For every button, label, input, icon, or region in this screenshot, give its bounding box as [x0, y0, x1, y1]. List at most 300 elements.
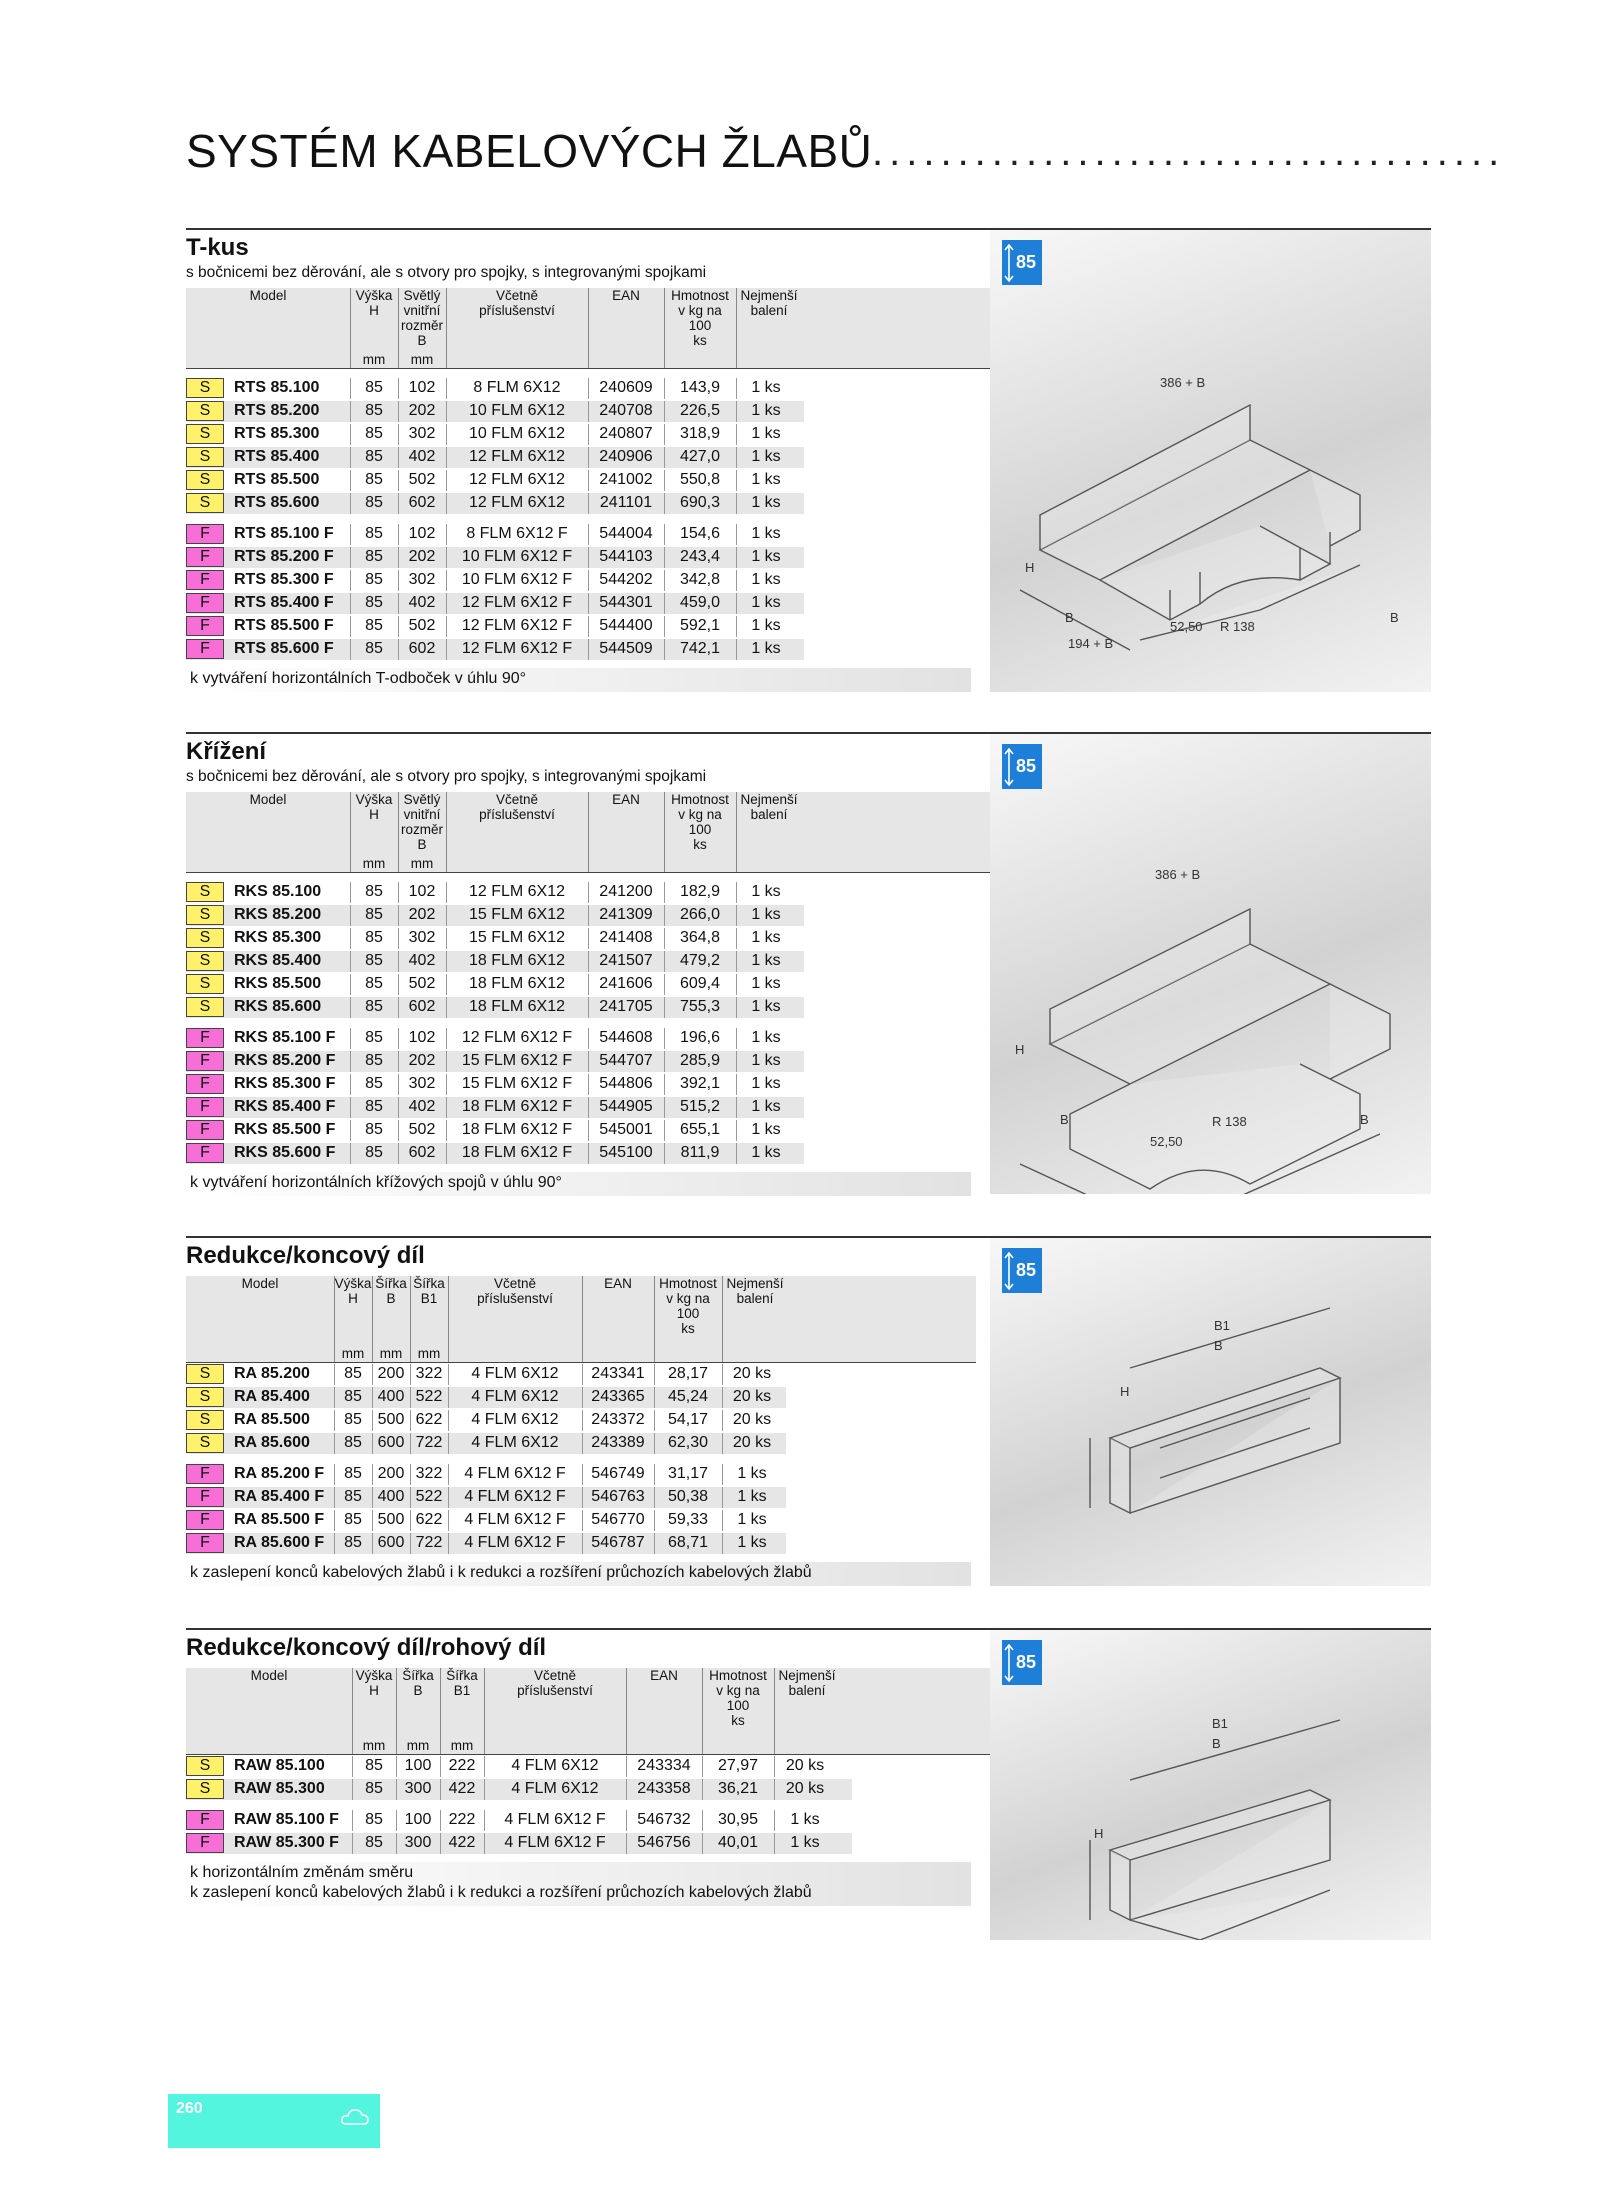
table-cell: 12 FLM 6X12 — [468, 494, 566, 511]
column-header — [440, 1668, 484, 1698]
table-cell: 85 — [365, 471, 383, 488]
table-cell: 12 FLM 6X12 F — [461, 594, 573, 611]
table-cell: 85 — [344, 1465, 362, 1482]
table-cell: 364,8 — [679, 929, 721, 946]
table-cell: 4 FLM 6X12 F — [464, 1534, 566, 1551]
table-cell: 4 FLM 6X12 F — [504, 1811, 606, 1828]
badge-label: 85 — [1016, 756, 1037, 776]
table-row — [186, 882, 804, 903]
table-row — [186, 1833, 852, 1854]
table-cell: 200 — [377, 1365, 405, 1382]
table-cell: 18 FLM 6X12 F — [461, 1144, 573, 1161]
table-cell: 241309 — [599, 906, 653, 923]
column-header-line: Hmotnost — [709, 1668, 767, 1683]
table-row — [186, 1074, 804, 1095]
table-cell: 85 — [365, 883, 383, 900]
table-header — [186, 792, 994, 872]
section-note: k vytváření horizontálních křížových spojů v úhlu 90° — [190, 1174, 562, 1191]
table-cell: 1 ks — [751, 425, 781, 442]
table-cell: 544905 — [599, 1098, 653, 1115]
table-cell: 85 — [344, 1388, 362, 1405]
table-cell: 85 — [365, 379, 383, 396]
column-header-line: Výška — [355, 1668, 393, 1683]
product-drawing — [990, 734, 1431, 1194]
table-row — [186, 493, 804, 514]
table-cell: 1 ks — [751, 883, 781, 900]
table-cell: 392,1 — [679, 1075, 721, 1092]
table-cell: 546770 — [591, 1511, 645, 1528]
table-cell: 182,9 — [679, 883, 721, 900]
table-row — [186, 1364, 786, 1385]
table-cell: 15 FLM 6X12 — [468, 929, 566, 946]
corner-drawing — [990, 1630, 1431, 1940]
column-header-line: Nejmenší — [740, 288, 798, 303]
dimension-label: R 138 — [1220, 619, 1255, 634]
type-badge: S — [186, 378, 224, 398]
table-cell: 342,8 — [679, 571, 721, 588]
section-note: k zaslepení konců kabelových žlabů i k redukci a rozšíření průchozích kabelových žlabů — [190, 1564, 812, 1581]
table-cell: 241606 — [599, 975, 653, 992]
column-header-line: B — [386, 1291, 396, 1306]
column-header-line: v kg na — [666, 1291, 710, 1306]
type-badge: F — [186, 1097, 224, 1117]
dimension-label: 52,50 — [1170, 619, 1203, 634]
table-cell: 20 ks — [732, 1411, 772, 1428]
column-header-line: Model — [241, 1276, 279, 1291]
page-title: SYSTÉM KABELOVÝCH ŽLABŮ — [186, 125, 873, 177]
table-cell: 1 ks — [751, 494, 781, 511]
table-cell: 18 FLM 6X12 F — [461, 1121, 573, 1138]
table-cell: 28,17 — [667, 1365, 709, 1382]
table-cell: 1 ks — [751, 379, 781, 396]
table-cell: 546732 — [637, 1811, 691, 1828]
model-cell: RKS 85.100 F — [234, 1029, 336, 1046]
table-cell: 40,01 — [717, 1834, 759, 1851]
model-cell: RKS 85.100 — [234, 883, 322, 900]
model-cell: RTS 85.100 — [234, 379, 320, 396]
section-title: Redukce/koncový díl/rohový díl — [186, 1634, 547, 1661]
table-cell: 85 — [365, 1075, 383, 1092]
model-cell: RTS 85.500 F — [234, 617, 334, 634]
table-cell: 10 FLM 6X12 — [468, 402, 566, 419]
table-row — [186, 928, 804, 949]
column-header — [774, 1668, 840, 1698]
table-cell: 222 — [448, 1757, 476, 1774]
header-rule — [186, 1362, 976, 1363]
model-cell: RAW 85.100 — [234, 1757, 325, 1774]
table-row — [186, 470, 804, 491]
dimension-label: H — [1120, 1384, 1130, 1399]
type-badge: S — [186, 1779, 224, 1799]
type-badge: F — [186, 1120, 224, 1140]
model-cell: RTS 85.200 F — [234, 548, 334, 565]
table-cell: 30,95 — [717, 1811, 759, 1828]
model-cell: RTS 85.400 F — [234, 594, 334, 611]
table-cell: 154,6 — [679, 525, 721, 542]
table-cell: 85 — [344, 1488, 362, 1505]
column-header-line: Nejmenší — [778, 1668, 836, 1683]
column-header-line: Model — [249, 288, 287, 303]
table-row — [186, 424, 804, 445]
table-cell: 243334 — [637, 1757, 691, 1774]
table-cell: 400 — [377, 1488, 405, 1505]
type-badge: F — [186, 1028, 224, 1048]
type-badge: F — [186, 570, 224, 590]
table-cell: 4 FLM 6X12 — [471, 1411, 559, 1428]
drawing-edge — [1110, 1850, 1130, 1920]
column-header-line: Světlý — [403, 288, 441, 303]
table-cell: 196,6 — [679, 1029, 721, 1046]
table-cell: 1 ks — [751, 594, 781, 611]
type-badge: S — [186, 1756, 224, 1776]
table-cell: 544806 — [599, 1075, 653, 1092]
table-row — [186, 1464, 786, 1485]
dimension-label: 386 + B — [1160, 375, 1206, 390]
type-badge: S — [186, 1410, 224, 1430]
column-header-line: balení — [736, 1291, 774, 1306]
column-header — [352, 1668, 396, 1698]
table-cell: 12 FLM 6X12 — [468, 883, 566, 900]
title-dots: ..................................... — [872, 130, 1506, 174]
table-cell: 85 — [365, 998, 383, 1015]
model-cell: RKS 85.200 F — [234, 1052, 336, 1069]
type-badge: S — [186, 951, 224, 971]
table-cell: 243372 — [591, 1411, 645, 1428]
table-cell: 1 ks — [751, 929, 781, 946]
column-header-line: vnitřní — [403, 303, 441, 318]
table-cell: 500 — [377, 1411, 405, 1428]
table-row — [186, 1779, 852, 1800]
table-cell: 546787 — [591, 1534, 645, 1551]
model-cell: RKS 85.300 — [234, 929, 322, 946]
model-cell: RA 85.500 F — [234, 1511, 325, 1528]
table-header — [186, 1276, 976, 1362]
table-cell: 402 — [408, 1098, 436, 1115]
column-header — [186, 1276, 334, 1291]
column-header-line: H — [369, 303, 379, 318]
type-badge: F — [186, 524, 224, 544]
table-cell: 202 — [408, 548, 436, 565]
table-cell: 544707 — [599, 1052, 653, 1069]
column-header-line: ks — [693, 837, 707, 852]
type-badge: S — [186, 928, 224, 948]
column-header — [664, 288, 736, 348]
table-row — [186, 401, 804, 422]
table-cell: 18 FLM 6X12 F — [461, 1098, 573, 1115]
table-cell: 85 — [365, 1834, 383, 1851]
column-header-line: Šířka — [413, 1276, 445, 1291]
table-cell: 322 — [415, 1365, 443, 1382]
table-cell: 85 — [365, 525, 383, 542]
table-cell: 1 ks — [751, 471, 781, 488]
drawing-edge — [1130, 1890, 1330, 1940]
table-row — [186, 378, 804, 399]
column-header-line: H — [369, 1683, 379, 1698]
unit-label: mm — [406, 1738, 430, 1753]
table-cell: 243358 — [637, 1780, 691, 1797]
column-header — [588, 288, 664, 303]
table-cell: 12 FLM 6X12 F — [461, 617, 573, 634]
column-header-line: EAN — [604, 1276, 632, 1291]
table-cell: 402 — [408, 952, 436, 969]
type-badge: F — [186, 1074, 224, 1094]
type-badge: S — [186, 1433, 224, 1453]
table-cell: 85 — [344, 1511, 362, 1528]
table-cell: 422 — [448, 1780, 476, 1797]
table-cell: 1 ks — [751, 1144, 781, 1161]
column-header — [626, 1668, 702, 1683]
unit-label: mm — [362, 856, 386, 871]
dimension-label: B — [1060, 1112, 1069, 1127]
tee-drawing — [990, 230, 1431, 692]
type-badge: F — [186, 616, 224, 636]
table-cell: 222 — [448, 1811, 476, 1828]
column-header-line: Šířka — [402, 1668, 434, 1683]
badge-label: 85 — [1016, 1652, 1037, 1672]
product-drawing — [990, 230, 1431, 692]
table-cell: 4 FLM 6X12 F — [464, 1511, 566, 1528]
table-cell: 622 — [415, 1511, 443, 1528]
unit-label: mm — [410, 352, 434, 367]
table-cell: 266,0 — [679, 906, 721, 923]
table-cell: 546749 — [591, 1465, 645, 1482]
section-title: Křížení — [186, 738, 267, 765]
type-badge: S — [186, 997, 224, 1017]
type-badge: S — [186, 882, 224, 902]
model-cell: RTS 85.400 — [234, 448, 320, 465]
column-header-line: rozměr — [400, 822, 443, 837]
table-row — [186, 1143, 804, 1164]
table-cell: 85 — [365, 548, 383, 565]
dimension-label: 386 + B — [1155, 867, 1201, 882]
section-3 — [186, 1628, 1431, 1940]
table-cell: 85 — [344, 1411, 362, 1428]
table-cell: 18 FLM 6X12 — [468, 975, 566, 992]
column-header-line: příslušenství — [479, 303, 555, 318]
table-cell: 243,4 — [679, 548, 721, 565]
table-cell: 241200 — [599, 883, 653, 900]
column-header-line: EAN — [612, 288, 640, 303]
table-cell: 202 — [408, 906, 436, 923]
column-header — [398, 792, 446, 852]
table-row — [186, 1410, 786, 1431]
table-row — [186, 905, 804, 926]
table-cell: 1 ks — [751, 1098, 781, 1115]
column-header — [446, 792, 588, 822]
unit-label: mm — [450, 1738, 474, 1753]
type-badge: F — [186, 1533, 224, 1553]
table-cell: 515,2 — [679, 1098, 721, 1115]
table-row — [186, 1533, 786, 1554]
unit-label: mm — [410, 856, 434, 871]
table-cell: 85 — [365, 425, 383, 442]
column-header — [664, 792, 736, 852]
model-cell: RKS 85.500 — [234, 975, 322, 992]
table-cell: 1 ks — [737, 1465, 767, 1482]
type-badge: S — [186, 401, 224, 421]
table-cell: 722 — [415, 1434, 443, 1451]
table-cell: 243341 — [591, 1365, 645, 1382]
table-cell: 322 — [415, 1465, 443, 1482]
model-cell: RKS 85.600 — [234, 998, 322, 1015]
table-cell: 85 — [365, 1121, 383, 1138]
model-cell: RA 85.200 — [234, 1365, 310, 1382]
table-cell: 85 — [365, 1052, 383, 1069]
table-cell: 1 ks — [751, 1121, 781, 1138]
table-cell: 200 — [377, 1465, 405, 1482]
column-header-line: Výška — [334, 1276, 372, 1291]
column-header-line: příslušenství — [477, 1291, 553, 1306]
model-cell: RTS 85.600 — [234, 494, 320, 511]
model-cell: RKS 85.400 — [234, 952, 322, 969]
dimension-label: H — [1094, 1826, 1104, 1841]
table-cell: 27,97 — [717, 1757, 759, 1774]
column-header-line: Světlý — [403, 792, 441, 807]
table-header — [186, 1668, 1042, 1754]
type-badge: S — [186, 905, 224, 925]
drawing-edge — [1330, 984, 1390, 1079]
table-cell: 1 ks — [751, 548, 781, 565]
badge-label: 85 — [1016, 1260, 1037, 1280]
table-row — [186, 639, 804, 660]
model-cell: RA 85.600 — [234, 1434, 310, 1451]
table-cell: 1 ks — [751, 906, 781, 923]
table-cell: 85 — [365, 594, 383, 611]
model-cell: RTS 85.600 F — [234, 640, 334, 657]
table-cell: 243389 — [591, 1434, 645, 1451]
table-cell: 300 — [404, 1834, 432, 1851]
table-cell: 85 — [344, 1434, 362, 1451]
table-cell: 202 — [408, 402, 436, 419]
section-note: k vytváření horizontálních T-odboček v úhlu 90° — [190, 670, 527, 687]
model-cell: RKS 85.300 F — [234, 1075, 336, 1092]
column-header-line: ks — [681, 1321, 695, 1336]
column-header-line: Model — [250, 1668, 288, 1683]
table-row — [186, 570, 804, 591]
dimension-label: H — [1025, 560, 1035, 575]
column-header-line: B — [417, 837, 427, 852]
table-cell: 85 — [365, 906, 383, 923]
table-cell: 722 — [415, 1534, 443, 1551]
table-cell: 85 — [365, 494, 383, 511]
table-cell: 36,21 — [717, 1780, 759, 1797]
table-cell: 1 ks — [737, 1534, 767, 1551]
table-cell: 85 — [365, 929, 383, 946]
column-header-line: Hmotnost — [659, 1276, 717, 1291]
column-header-line: H — [369, 807, 379, 822]
type-badge: F — [186, 1833, 224, 1853]
table-cell: 502 — [408, 471, 436, 488]
column-header — [736, 288, 802, 318]
type-badge: F — [186, 1487, 224, 1507]
column-header — [446, 288, 588, 318]
column-header-line: Výška — [355, 792, 393, 807]
table-cell: 1 ks — [737, 1488, 767, 1505]
column-header-line: Šířka — [375, 1276, 407, 1291]
table-cell: 240807 — [599, 425, 653, 442]
table-cell: 20 ks — [785, 1780, 825, 1797]
type-badge: F — [186, 593, 224, 613]
table-cell: 85 — [365, 952, 383, 969]
table-cell: 85 — [365, 617, 383, 634]
table-cell: 85 — [365, 402, 383, 419]
column-header-line: příslušenství — [517, 1683, 593, 1698]
column-header-line: 100 — [676, 1306, 700, 1321]
column-header-line: B — [417, 333, 427, 348]
table-cell: 240708 — [599, 402, 653, 419]
column-header — [186, 1668, 352, 1683]
table-cell: 241101 — [599, 494, 653, 511]
table-cell: 102 — [408, 1029, 436, 1046]
table-cell: 12 FLM 6X12 — [468, 471, 566, 488]
column-header-line: ks — [731, 1713, 745, 1728]
table-row — [186, 1097, 804, 1118]
table-cell: 240609 — [599, 379, 653, 396]
column-header — [654, 1276, 722, 1336]
table-cell: 102 — [408, 379, 436, 396]
table-cell: 285,9 — [679, 1052, 721, 1069]
page-number: 260 — [176, 2100, 203, 2117]
table-cell: 600 — [377, 1434, 405, 1451]
section-note: k horizontálním změnám směru — [190, 1864, 414, 1881]
table-cell: 302 — [408, 1075, 436, 1092]
table-cell: 85 — [365, 1757, 383, 1774]
table-cell: 609,4 — [679, 975, 721, 992]
table-row — [186, 1510, 786, 1531]
table-cell: 1 ks — [751, 617, 781, 634]
table-cell: 1 ks — [751, 525, 781, 542]
dimension-label: R 138 — [1212, 1114, 1247, 1129]
unit-label: mm — [362, 1738, 386, 1753]
table-cell: 300 — [404, 1780, 432, 1797]
model-cell: RTS 85.500 — [234, 471, 320, 488]
column-header — [398, 288, 446, 348]
table-header — [186, 288, 994, 368]
table-cell: 85 — [365, 1098, 383, 1115]
table-cell: 592,1 — [679, 617, 721, 634]
table-cell: 20 ks — [732, 1365, 772, 1382]
reducer-drawing — [990, 1238, 1431, 1586]
dimension-label: B1 — [1214, 1318, 1230, 1333]
type-badge: F — [186, 1143, 224, 1163]
product-drawing — [990, 1238, 1431, 1586]
table-cell: 202 — [408, 1052, 436, 1069]
model-cell: RAW 85.100 F — [234, 1811, 339, 1828]
column-header-line: v kg na — [678, 807, 722, 822]
header-rule — [186, 1754, 1042, 1755]
table-row — [186, 524, 804, 545]
table-cell: 602 — [408, 640, 436, 657]
column-header-line: rozměr — [400, 318, 443, 333]
table-cell: 459,0 — [679, 594, 721, 611]
table-cell: 690,3 — [679, 494, 721, 511]
table-cell: 241507 — [599, 952, 653, 969]
column-header-line: balení — [750, 807, 788, 822]
column-header — [186, 288, 350, 303]
section-note: k zaslepení konců kabelových žlabů i k redukci a rozšíření průchozích kabelových žlabů — [190, 1884, 812, 1901]
table-cell: 241705 — [599, 998, 653, 1015]
table-cell: 85 — [365, 1029, 383, 1046]
table-cell: 602 — [408, 1144, 436, 1161]
table-cell: 427,0 — [679, 448, 721, 465]
table-cell: 622 — [415, 1411, 443, 1428]
table-cell: 8 FLM 6X12 — [473, 379, 561, 396]
table-cell: 102 — [408, 525, 436, 542]
column-header-line: Nejmenší — [740, 792, 798, 807]
table-cell: 241002 — [599, 471, 653, 488]
section-subtitle: s bočnicemi bez děrování, ale s otvory pro spojky, s integrovanými spojkami — [186, 264, 707, 281]
column-header-line: Hmotnost — [671, 792, 729, 807]
